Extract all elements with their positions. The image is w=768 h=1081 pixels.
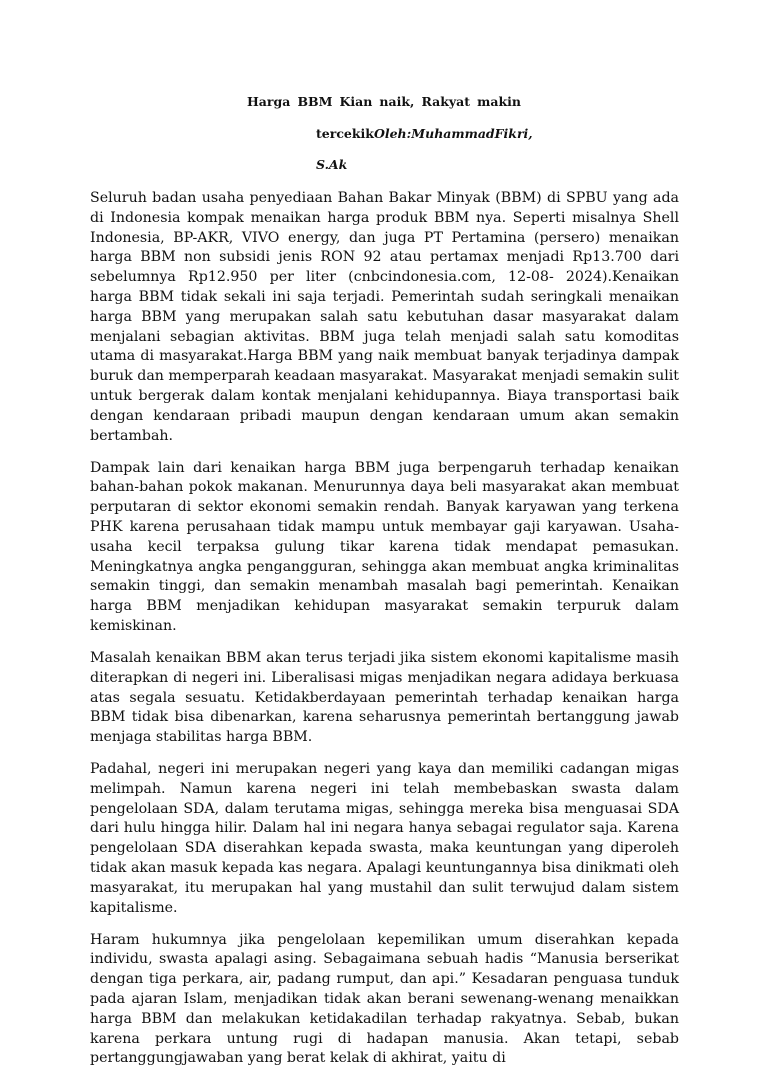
title-line-2: [316, 126, 533, 141]
title-word: BBM: [297, 94, 333, 109]
byline-word: Oleh: [373, 126, 407, 141]
article-body: [90, 189, 679, 1081]
body-paragraph: Masalah kenaikan BBM akan terus terjadi jika sistem ekonomi kapitalisme masih diterapkan di negeri ini. Liberalisasi migas menjadikan negara adidaya berkuasa atas segala sesuatu. Ketidakberdayaan pemerintah terhadap kenaikan harga BBM tidak bisa dibenarkan, karena seharusnya pemerintah bertanggung jawab menjaga stabilitas harga BBM.: [90, 649, 679, 746]
body-paragraph: Padahal, negeri ini merupakan negeri yang kaya dan memiliki cadangan migas melimpah. Namun karena negeri ini telah membebaskan swasta dalam pengelolaan SDA, dalam terutama migas, sehingga mereka bisa menguasai SDA dari hulu hingga hilir. Dalam hal ini negara hanya sebagai regulator saja. Karena pengelolaan SDA diserahkan kepada swasta, maka keuntungan yang diperoleh tidak akan masuk kepada kas negara. Apalagi keuntungannya bisa dinikmati oleh masyarakat, itu merupakan hal yang mustahil dan sulit terwujud dalam sistem kapitalisme.: [90, 761, 679, 916]
title-word: Rakyat: [421, 94, 471, 109]
byline-word: Muhammad: [411, 126, 495, 141]
body-paragraph: Haram hukumnya jika pengelolaan kepemilikan umum diserahkan kepada individu, swasta apalagi asing. Sebagaimana sebuah hadis “Manusia berserikat dengan tiga perkara, air, padang rumput, dan api.” Kesadaran penguasa tunduk pada ajaran Islam, menjadikan tidak akan berani sewenang-wenang menaikkan harga BBM dan melakukan ketidakadilan terhadap rakyatnya. Sebab, bukan karena perkara untung rugi di hadapan manusia. Akan tetapi, sebab pertanggungjawaban yang berat kelak di akhirat, yaitu di: [90, 931, 679, 1067]
title-word: Harga: [247, 94, 291, 109]
byline-word: Fikri,: [494, 126, 533, 141]
title-word: makin: [477, 94, 521, 109]
byline-word: :: [406, 126, 412, 141]
body-paragraph: Dampak lain dari kenaikan harga BBM juga berpengaruh terhadap kenaikan bahan-bahan pokok makanan. Menurunnya daya beli masyarakat akan membuat perputaran di sektor ekonomi semakin rendah. Banyak karyawan yang terkena PHK karena perusahaan tidak mampu untuk membayar gaji karyawan. Usaha-usaha kecil terpaksa gulung tikar karena tidak mendapat pemasukan. Meningkatnya angka pengangguran, sehingga akan membuat angka kriminalitas semakin tinggi, dan semakin menambah masalah bagi pemerintah. Kenaikan harga BBM menjadikan kehidupan masyarakat semakin terpuruk dalam kemiskinan.: [90, 459, 679, 634]
title-word: Kian: [339, 94, 373, 109]
title-word: naik,: [379, 94, 415, 109]
title-word: tercekik: [316, 126, 374, 141]
body-paragraph: Seluruh badan usaha penyediaan Bahan Bakar Minyak (BBM) di SPBU yang ada di Indonesia kompak menaikan harga produk BBM nya. Seperti misalnya Shell Indonesia, BP-AKR, VIVO energy, dan juga PT Pertamina (persero) menaikan harga BBM non subsidi jenis RON 92 atau pertamax menjadi Rp13.700 dari sebelumnya Rp12.950 per liter (cnbcindonesia.com, 12-08- 2024).Kenaikan harga BBM tidak sekali ini saja terjadi. Pemerintah sudah seringkali menaikan harga BBM yang merupakan salah satu kebutuhan dasar masyarakat dalam menjalani sebagian aktivitas. BBM juga telah menjadi salah satu komoditas utama di masyarakat.Harga BBM yang naik membuat banyak terjadinya dampak buruk dan memperparah keadaan masyarakat. Masyarakat menjadi semakin sulit untuk bergerak dalam kontak menjalani kehidupannya. Biaya transportasi baik dengan kendaraan pribadi maupun dengan kendaraan umum akan semakin bertambah.: [90, 190, 679, 444]
byline-degree: S.Ak: [316, 157, 348, 172]
title-line-1: [247, 94, 521, 109]
